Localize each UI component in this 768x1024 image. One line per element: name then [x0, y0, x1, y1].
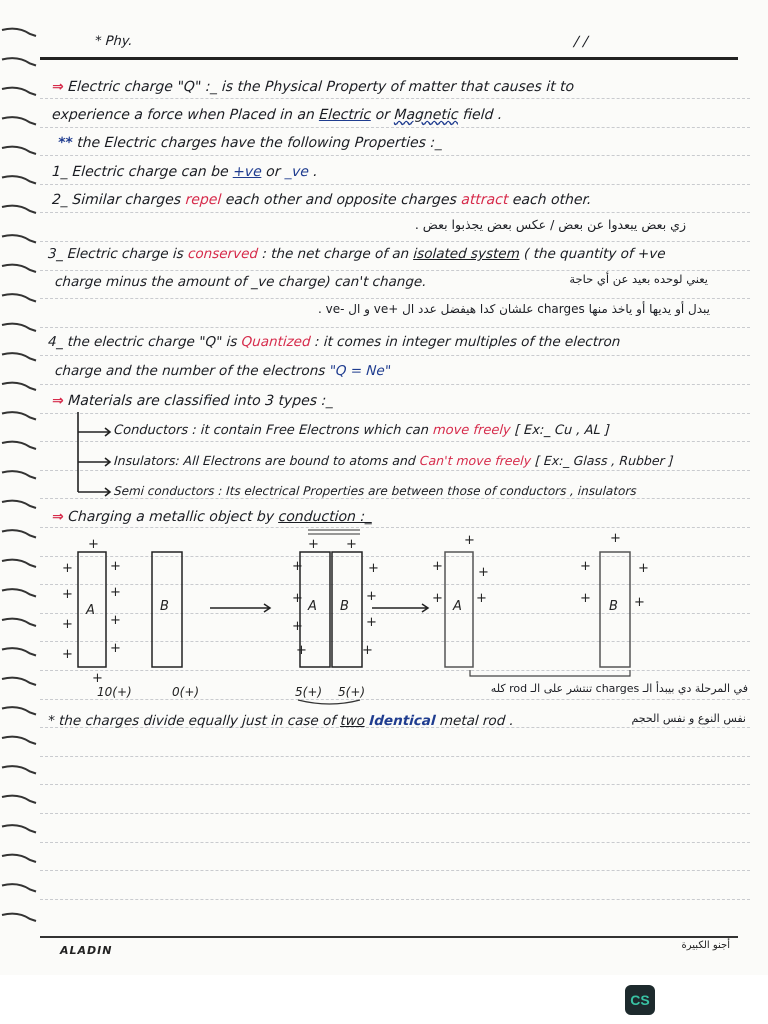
- insulators-item: Insulators: All Electrons are bound to atoms and Can't move freely [ Ex:_ Glass , Rubber ]: [113, 453, 675, 468]
- spiral-ring: [2, 383, 36, 390]
- plus-charge-sign: +: [292, 559, 303, 574]
- arrow-icon: ⇒: [51, 509, 65, 525]
- spiral-ring: [2, 412, 36, 419]
- property-4: 4_ the electric charge "Q" is Quantized : it comes in integer multiples of the electron: [47, 334, 621, 350]
- subject-label: * Phy.: [94, 34, 134, 49]
- property-2: 2_ Similar charges repel each other and opposite charges attract each other.: [51, 192, 593, 208]
- plus-charge-sign: +: [62, 647, 73, 662]
- spiral-ring: [2, 648, 36, 655]
- spiral-ring: [2, 825, 36, 832]
- spiral-ring: [2, 619, 36, 626]
- materials-heading: ⇒ Materials are classified into 3 types :_: [51, 393, 334, 409]
- plus-charge-sign: +: [432, 559, 443, 574]
- spiral-ring: [2, 88, 36, 95]
- ruled-line: [40, 98, 750, 99]
- definition-line-2: experience a force when Placed in an Electric or Magnetic field .: [51, 107, 503, 123]
- ruled-line: [40, 813, 750, 814]
- spiral-binding: [0, 22, 42, 932]
- spiral-ring: [2, 265, 36, 272]
- arabic-note-2: يعني لوحده بعيد عن أي حاجة: [569, 272, 708, 286]
- spiral-ring: [2, 147, 36, 154]
- arrow-icon: ⇒: [51, 393, 65, 409]
- ruled-line: [40, 784, 750, 785]
- property-4-cont: charge and the number of the electrons "Q = Ne": [54, 363, 392, 379]
- ruled-line: [40, 413, 750, 414]
- ruled-line: [40, 870, 750, 871]
- plus-charge-sign: +: [110, 613, 121, 628]
- diagram-note-2: نفس النوع و نفس الحجم: [631, 712, 746, 725]
- conductors-item: Conductors : it contain Free Electrons which can move freely [ Ex:_ Cu , AL ]: [113, 423, 611, 438]
- spiral-ring: [2, 442, 36, 449]
- ruled-line: [40, 441, 750, 442]
- rod-a-label: A: [86, 603, 95, 618]
- diagram-note-1: في المرحلة دي بيبدأ الـ charges تنتشر على الـ rod كله: [490, 682, 748, 695]
- plus-charge-sign: +: [610, 531, 621, 546]
- footer-rule: [40, 936, 738, 938]
- property-1: 1_ Electric charge can be +ve or _ve .: [51, 164, 319, 180]
- plus-charge-sign: +: [634, 595, 645, 610]
- definition-line-1: ⇒ Electric charge "Q" :_ is the Physical Property of matter that causes it to: [51, 79, 575, 95]
- plus-charge-sign: +: [476, 591, 487, 606]
- ruled-line: [40, 899, 750, 900]
- plus-charge-sign: +: [110, 559, 121, 574]
- arrow-icon: [210, 604, 270, 612]
- plus-charge-sign: +: [464, 533, 475, 548]
- brand-mark: أجنو الكبيرة: [681, 940, 730, 951]
- spiral-ring: [2, 117, 36, 124]
- spiral-ring: [2, 884, 36, 891]
- rod-b-label: B: [340, 599, 349, 614]
- ruled-line: [40, 241, 750, 242]
- rod-b-charge: 0(+): [172, 685, 200, 699]
- plus-charge-sign: +: [110, 585, 121, 600]
- conduction-heading: ⇒ Charging a metallic object by conduction :_: [51, 509, 373, 525]
- equal-division-note: * the charges divide equally just in case of two Identical metal rod .: [47, 713, 515, 729]
- spiral-ring: [2, 914, 36, 921]
- date-field: / /: [573, 34, 589, 50]
- spiral-ring: [2, 678, 36, 685]
- spiral-ring: [2, 589, 36, 596]
- arrow-icon: ⇒: [51, 79, 65, 95]
- spiral-ring: [2, 235, 36, 242]
- rod-b-label: B: [160, 599, 169, 614]
- spiral-ring: [2, 58, 36, 65]
- classification-bracket: [70, 410, 120, 500]
- ruled-line: [40, 298, 750, 299]
- ruled-line: [40, 842, 750, 843]
- ruled-line: [40, 327, 750, 328]
- plus-charge-sign: +: [362, 643, 373, 658]
- spiral-ring: [2, 530, 36, 537]
- camscanner-badge: CS: [625, 985, 655, 1015]
- header-rule: [40, 57, 738, 60]
- plus-charge-sign: +: [580, 559, 591, 574]
- spiral-ring: [2, 29, 36, 36]
- spiral-ring: [2, 206, 36, 213]
- plus-charge-sign: +: [296, 643, 307, 658]
- rod-a-label: A: [308, 599, 317, 614]
- plus-charge-sign: +: [62, 587, 73, 602]
- plus-charge-sign: +: [366, 615, 377, 630]
- spiral-ring: [2, 176, 36, 183]
- plus-charge-sign: +: [92, 671, 103, 686]
- ruled-line: [40, 184, 750, 185]
- ruled-line: [40, 127, 750, 128]
- plus-charge-sign: +: [308, 537, 319, 552]
- plus-charge-sign: +: [62, 617, 73, 632]
- plus-charge-sign: +: [580, 591, 591, 606]
- plus-charge-sign: +: [478, 565, 489, 580]
- spiral-ring: [2, 324, 36, 331]
- properties-heading: ** the Electric charges have the following Properties :_: [57, 135, 443, 151]
- rod-b-label: B: [609, 599, 618, 614]
- spiral-ring: [2, 294, 36, 301]
- ruled-line: [40, 155, 750, 156]
- rod-a-label: A: [453, 599, 462, 614]
- ruled-line: [40, 355, 750, 356]
- rod-a-charge: 10(+): [97, 685, 132, 699]
- plus-charge-sign: +: [638, 561, 649, 576]
- spiral-ring: [2, 707, 36, 714]
- rod-b-after: 5(+): [338, 685, 366, 699]
- plus-charge-sign: +: [292, 619, 303, 634]
- spiral-ring: [2, 501, 36, 508]
- spiral-ring: [2, 855, 36, 862]
- plus-charge-sign: +: [62, 561, 73, 576]
- rod-a-after: 5(+): [295, 685, 323, 699]
- spiral-ring: [2, 471, 36, 478]
- spiral-ring: [2, 737, 36, 744]
- spiral-ring: [2, 353, 36, 360]
- ruled-line: [40, 756, 750, 757]
- spiral-ring: [2, 560, 36, 567]
- plus-charge-sign: +: [292, 591, 303, 606]
- plus-charge-sign: +: [88, 537, 99, 552]
- ruled-line: [40, 384, 750, 385]
- notebook-logo: ALADIN: [60, 944, 113, 957]
- semiconductors-item: Semi conductors : Its electrical Properties are between those of conductors , insulators: [113, 484, 638, 498]
- spiral-ring: [2, 766, 36, 773]
- property-3: 3_ Electric charge is conserved : the net charge of an isolated system ( the quantity of +ve: [47, 246, 667, 262]
- property-3-cont: charge minus the amount of _ve charge) can't change.: [54, 274, 428, 290]
- plus-charge-sign: +: [110, 641, 121, 656]
- spiral-ring: [2, 796, 36, 803]
- plus-charge-sign: +: [432, 591, 443, 606]
- ruled-line: [40, 212, 750, 213]
- plus-charge-sign: +: [366, 589, 377, 604]
- plus-charge-sign: +: [346, 537, 357, 552]
- arrow-icon: [372, 604, 428, 612]
- ruled-line: [40, 470, 750, 471]
- arabic-note-3: يبدل أو يديها أو ياخذ منها charges علشان كدا هيفضل عدد ال +ve و ال -ve .: [318, 302, 710, 316]
- plus-charge-sign: +: [368, 561, 379, 576]
- arabic-note-1: زي بعض يبعدوا عن بعض / عكس بعض يجذبوا بعض .: [414, 217, 686, 232]
